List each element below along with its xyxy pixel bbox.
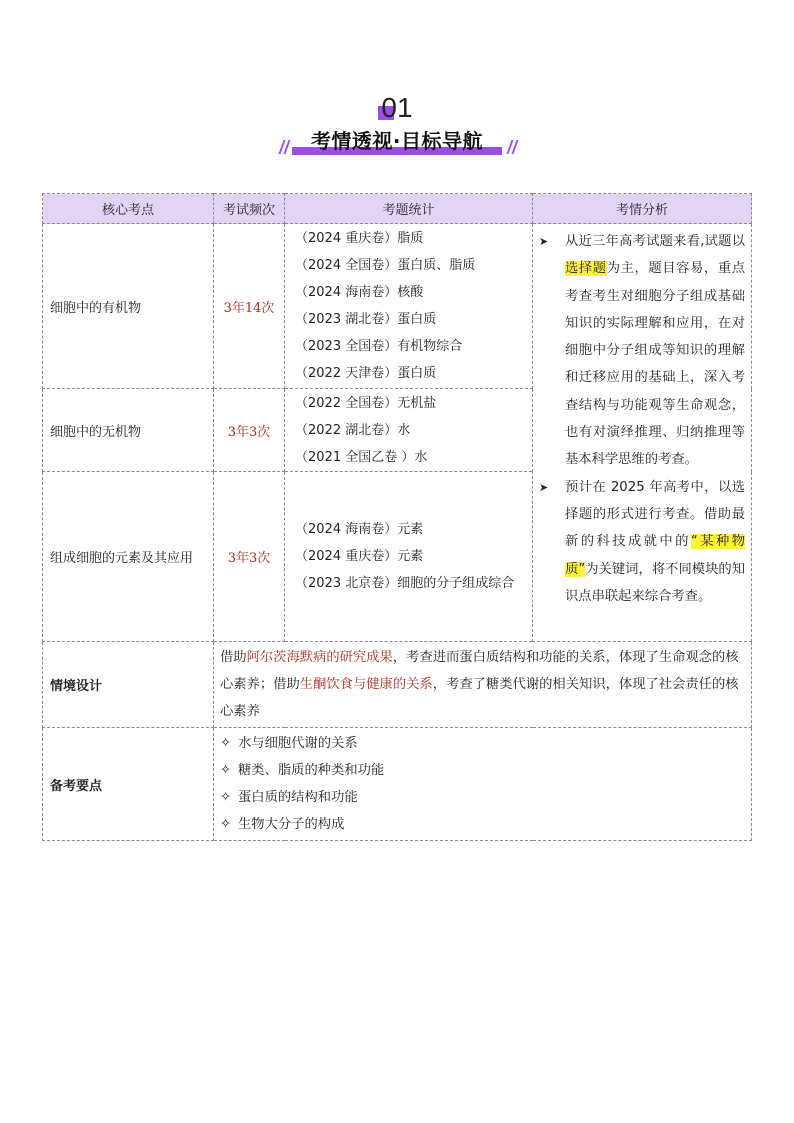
frequency-cell: 3年3次 xyxy=(214,472,285,642)
stat-entry: （2024 重庆卷）脂质 xyxy=(295,231,424,246)
stat-entry: （2023 湖北卷）蛋白质 xyxy=(295,312,437,327)
header-frequency: 考试频次 xyxy=(214,194,285,224)
section-number: 01 xyxy=(381,92,413,123)
analysis-text: 从近三年高考试题来看,试题以 xyxy=(565,234,745,249)
table-header-row xyxy=(43,194,752,224)
header-question-stats: 考题统计 xyxy=(285,194,533,224)
frequency-cell: 3年14次 xyxy=(214,224,285,389)
prep-row xyxy=(43,728,752,841)
context-highlight: 生酮饮食与健康的关系 xyxy=(299,677,433,692)
header-core-topic: 核心考点 xyxy=(43,194,214,224)
topic-cell: 细胞中的无机物 xyxy=(43,389,214,472)
list-item: ✧ 糖类、脂质的种类和功能 xyxy=(220,757,745,784)
context-text: ，考查了糖类代谢的相关知识，体现了社会责任的核心素养 xyxy=(220,677,739,719)
frequency-cell: 3年3次 xyxy=(214,389,285,472)
section-number-block xyxy=(0,92,794,124)
highlighted-text: 选择题 xyxy=(565,261,607,277)
context-label: 情境设计 xyxy=(43,642,214,728)
stat-entry: （2024 重庆卷）元素 xyxy=(295,549,424,564)
highlighted-text: “某种物质” xyxy=(565,534,746,577)
analysis-item xyxy=(539,474,745,610)
arrow-bullet-icon: ➤ xyxy=(539,480,549,494)
context-text: ，考查进而蛋白质结构和功能的关系，体现了生命观念的核心素养；借助 xyxy=(220,650,739,692)
table-row xyxy=(43,224,752,389)
list-item: ✧ 水与细胞代谢的关系 xyxy=(220,730,745,757)
analysis-item xyxy=(539,228,745,474)
exam-analysis-table xyxy=(42,193,752,841)
context-highlight: 阿尔茨海默病的研究成果 xyxy=(246,650,393,665)
analysis-text: 为关键词，将不同模块的知识点串联起来综合考查。 xyxy=(565,561,746,604)
context-text: 借助 xyxy=(220,650,247,665)
header-analysis: 考情分析 xyxy=(533,194,752,224)
topic-cell: 细胞中的有机物 xyxy=(43,224,214,389)
stat-entry: （2024 海南卷）核酸 xyxy=(295,285,424,300)
stat-entry: （2024 全国卷）蛋白质、脂质 xyxy=(295,258,476,273)
title-slash-decoration-right xyxy=(509,140,519,154)
title-slash-decoration-left xyxy=(281,140,291,154)
prep-cell xyxy=(214,728,752,841)
diamond-bullet-icon: ✧ xyxy=(220,790,232,805)
context-cell xyxy=(214,642,752,728)
diamond-bullet-icon: ✧ xyxy=(220,763,232,778)
stat-entry: （2022 全国卷）无机盐 xyxy=(295,395,437,411)
section-title: 考情透视·目标导航 xyxy=(310,129,484,153)
analysis-cell xyxy=(533,224,752,642)
stat-entry: （2024 海南卷）元素 xyxy=(295,522,424,537)
stat-entry: （2023 北京卷）细胞的分子组成综合 xyxy=(295,576,515,591)
analysis-text: 预计在 2025 年高考中，以选择题的形式进行考查。借助最新的科技成就中的 xyxy=(565,479,745,550)
list-item: ✧ 生物大分子的构成 xyxy=(220,811,745,838)
analysis-text: 为主，题目容易，重点考查考生对细胞分子组成基础知识的实际理解和应用，在对细胞中分子组成等知识的理解和迁移应用的基础上，深入考查结构与功能观等生命观念，也有对演绎推理、归纳推理等基本科学思维的考查。 xyxy=(565,261,746,468)
stat-entry: （2021 全国乙卷 ）水 xyxy=(295,449,428,465)
stats-cell xyxy=(285,472,533,642)
diamond-bullet-icon: ✧ xyxy=(220,817,232,832)
topic-cell: 组成细胞的元素及其应用 xyxy=(43,472,214,642)
stat-entry: （2023 全国卷）有机物综合 xyxy=(295,339,463,354)
context-row xyxy=(43,642,752,728)
list-item: ✧ 蛋白质的结构和功能 xyxy=(220,784,745,811)
arrow-bullet-icon: ➤ xyxy=(539,235,549,248)
diamond-bullet-icon: ✧ xyxy=(220,736,232,751)
stat-entry: （2022 湖北卷）水 xyxy=(295,422,411,438)
section-title-block xyxy=(0,126,794,158)
prep-label: 备考要点 xyxy=(43,728,214,841)
stat-entry: （2022 天津卷）蛋白质 xyxy=(295,366,437,381)
stats-cell xyxy=(285,389,533,472)
stats-cell xyxy=(285,224,533,389)
